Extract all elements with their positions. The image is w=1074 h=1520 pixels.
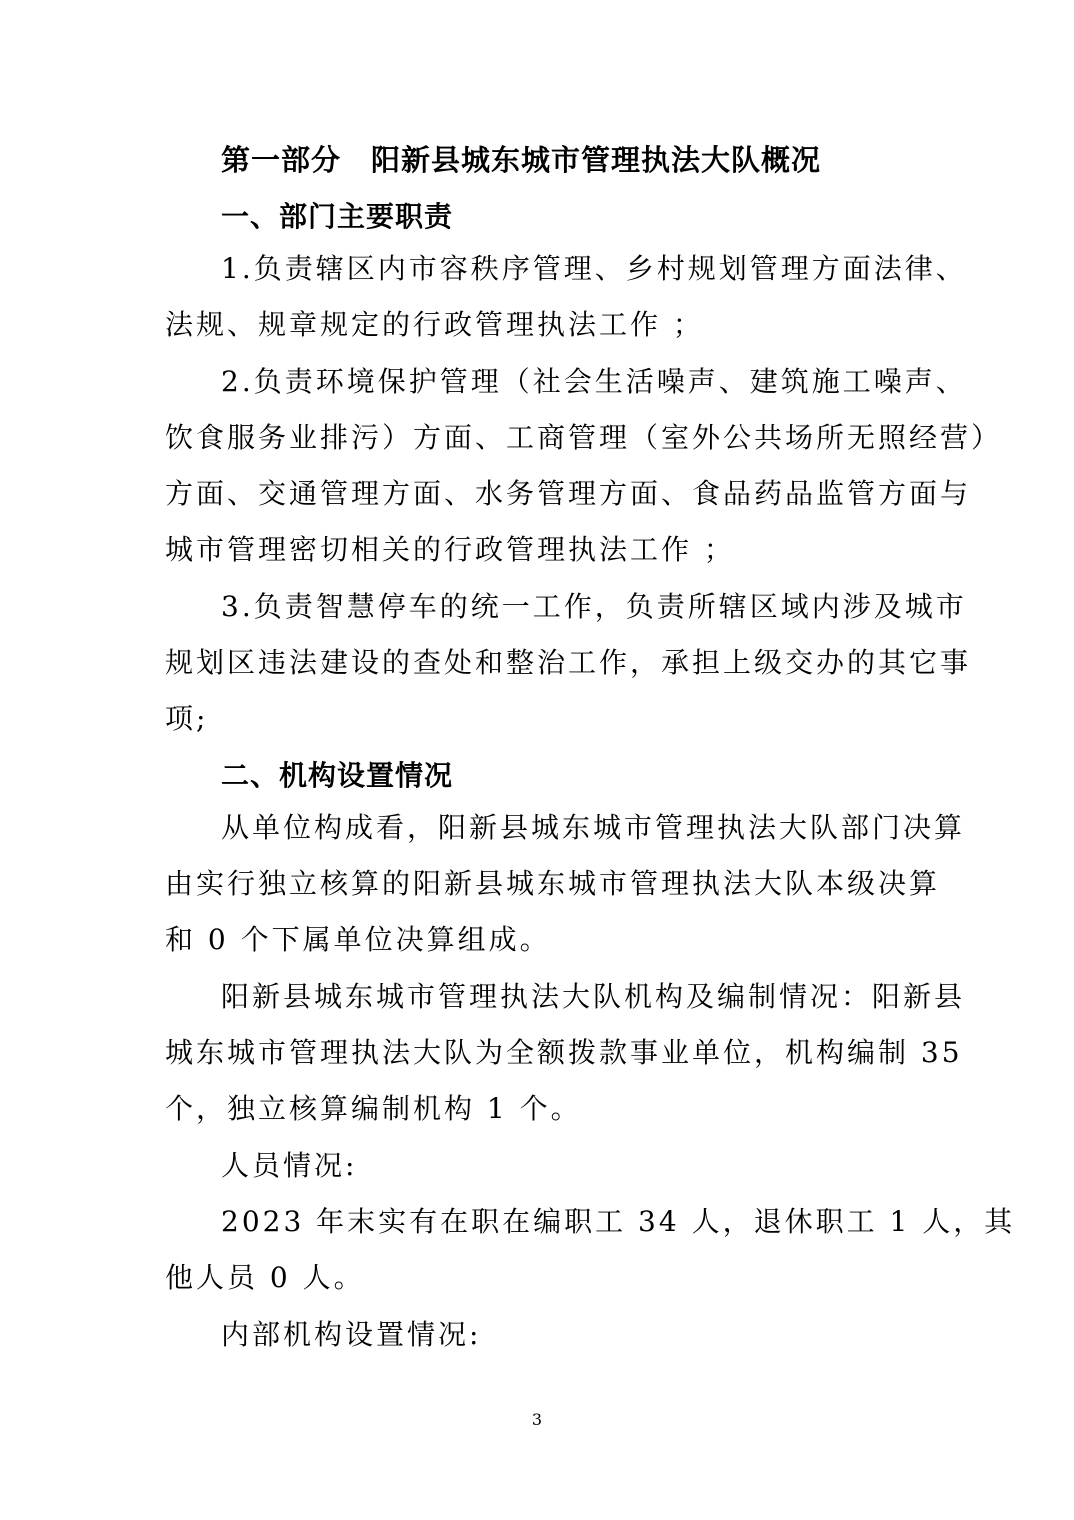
internal-structure-label: 内部机构设置情况: — [221, 1318, 482, 1351]
paragraph-line: 2023 年末实有在职在编职工 34 人，退休职工 1 人，其 — [221, 1205, 1016, 1238]
paragraph-line: 方面、交通管理方面、水务管理方面、食品药品监管方面与 — [165, 477, 972, 510]
paragraph-line: 由实行独立核算的阳新县城东城市管理执法大队本级决算 — [165, 867, 941, 900]
paragraph-line: 城东城市管理执法大队为全额拨款事业单位，机构编制 35 — [165, 1036, 963, 1069]
paragraph-line: 从单位构成看，阳新县城东城市管理执法大队部门决算 — [221, 811, 966, 844]
paragraph-line: 法规、规章规定的行政管理执法工作 ； — [165, 308, 704, 341]
paragraph-line: 3.负责智慧停车的统一工作，负责所辖区域内涉及城市 — [221, 590, 967, 623]
page-title: 第一部分 阳新县城东城市管理执法大队概况 — [221, 143, 822, 177]
paragraph-line: 个，独立核算编制机构 1 个。 — [165, 1092, 582, 1125]
paragraph-line: 规划区违法建设的查处和整治工作，承担上级交办的其它事 — [165, 646, 972, 679]
page-number: 3 — [531, 1410, 543, 1429]
paragraph-line: 2.负责环境保护管理（社会生活噪声、建筑施工噪声、 — [221, 365, 967, 398]
paragraph-line: 城市管理密切相关的行政管理执法工作 ； — [165, 533, 735, 566]
paragraph-line: 和 0 个下属单位决算组成。 — [165, 923, 551, 956]
section-heading-organization: 二、机构设置情况 — [221, 759, 454, 792]
paragraph-line: 1.负责辖区内市容秩序管理、乡村规划管理方面法律、 — [221, 252, 967, 285]
staff-label: 人员情况: — [221, 1149, 358, 1182]
paragraph-line: 项; — [165, 702, 209, 735]
paragraph-line: 他人员 0 人。 — [165, 1261, 365, 1294]
paragraph-line: 阳新县城东城市管理执法大队机构及编制情况：阳新县 — [221, 980, 966, 1013]
section-heading-responsibilities: 一、部门主要职责 — [221, 200, 454, 233]
paragraph-line: 饮食服务业排污）方面、工商管理（室外公共场所无照经营） — [165, 421, 1003, 454]
